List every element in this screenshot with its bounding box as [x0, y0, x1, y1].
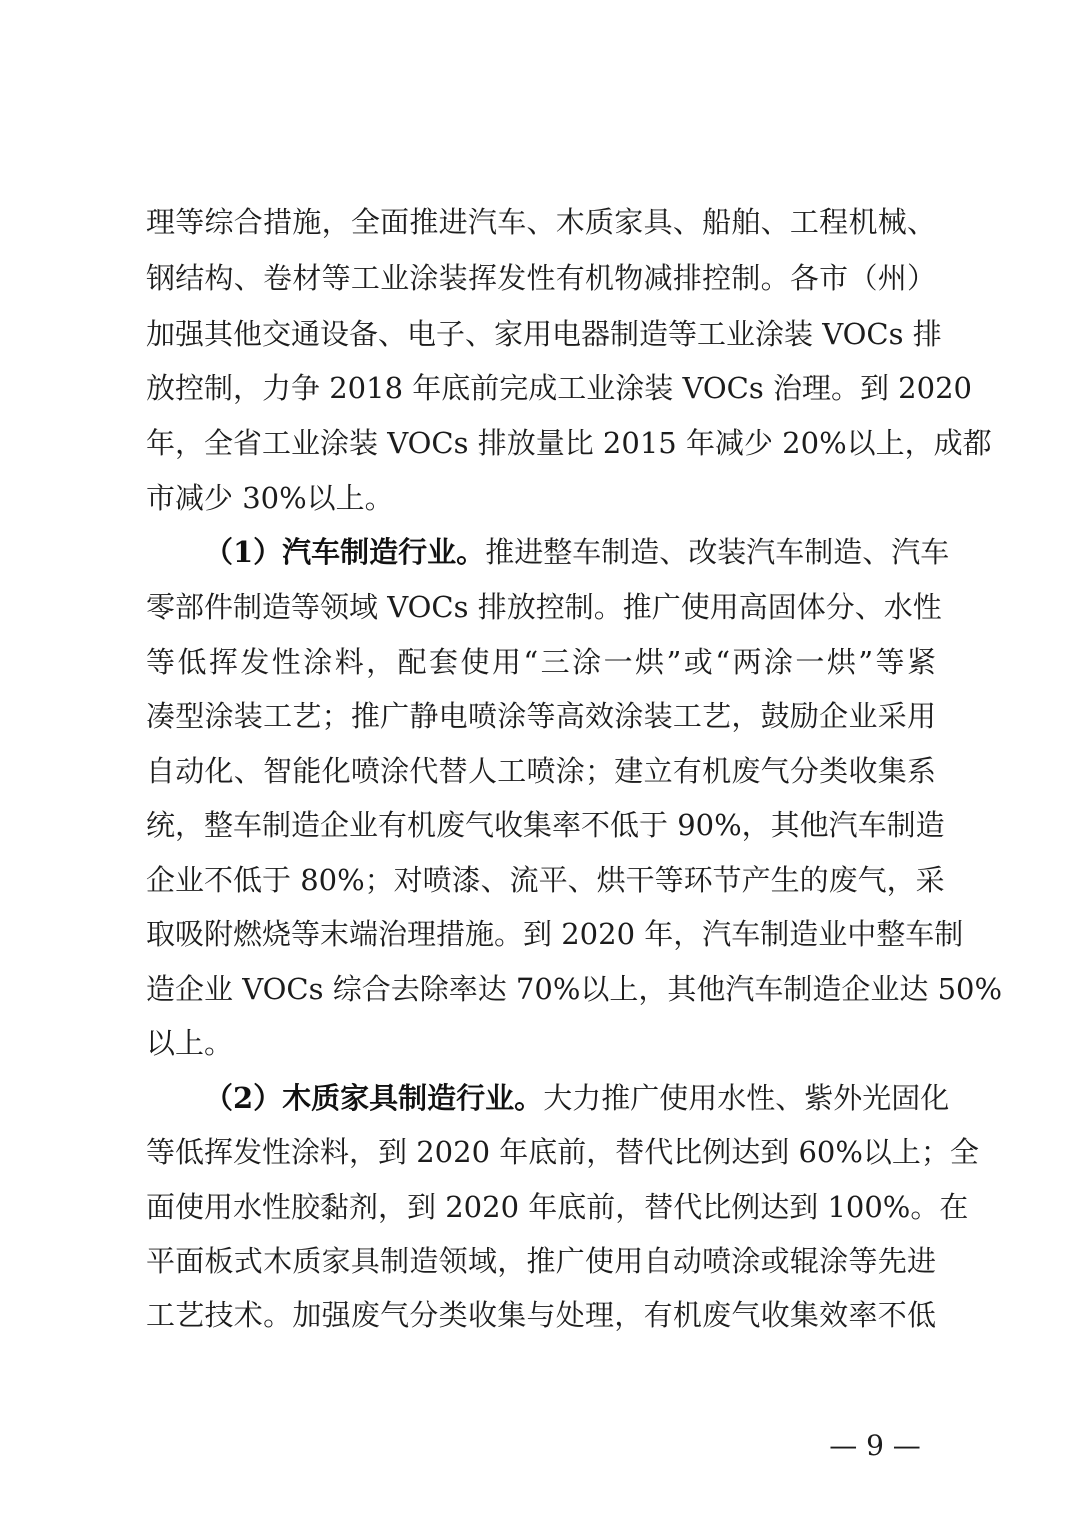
- body-line: 零部件制造等领域 VOCs 排放控制。推广使用高固体分、水性: [146, 590, 942, 624]
- body-line: 以上。: [146, 1026, 234, 1060]
- body-line: 年，全省工业涂装 VOCs 排放量比 2015 年减少 20%以上，成都: [146, 426, 992, 460]
- body-line: 凑型涂装工艺；推广静电喷涂等高效涂装工艺，鼓励企业采用: [146, 699, 936, 733]
- body-line: 取吸附燃烧等末端治理措施。到 2020 年，汽车制造业中整车制: [146, 917, 964, 951]
- section-1-first-line: [204, 530, 950, 574]
- body-line: 钢结构、卷材等工业涂装挥发性有机物减排控制。各市（州）: [146, 261, 936, 295]
- body-line: 平面板式木质家具制造领域，推广使用自动喷涂或辊涂等先进: [146, 1244, 936, 1278]
- section-2-first-line: [204, 1076, 950, 1120]
- section-1-text: 推进整车制造、改装汽车制造、汽车: [485, 535, 950, 569]
- body-line: 自动化、智能化喷涂代替人工喷涂；建立有机废气分类收集系: [146, 754, 936, 788]
- body-line: 加强其他交通设备、电子、家用电器制造等工业涂装 VOCs 排: [146, 317, 942, 351]
- body-line: 造企业 VOCs 综合去除率达 70%以上，其他汽车制造企业达 50%: [146, 972, 1003, 1006]
- body-line: 市减少 30%以上。: [146, 481, 394, 515]
- body-line: 放控制，力争 2018 年底前完成工业涂装 VOCs 治理。到 2020: [146, 371, 972, 405]
- body-line: 面使用水性胶黏剂，到 2020 年底前，替代比例达到 100%。在: [146, 1190, 969, 1224]
- page-number: — 9 —: [829, 1429, 921, 1462]
- body-line: 理等综合措施，全面推进汽车、木质家具、船舶、工程机械、: [146, 205, 936, 239]
- section-1-heading: （1）汽车制造行业。: [204, 535, 486, 569]
- section-2-heading: （2）木质家具制造行业。: [204, 1081, 544, 1115]
- section-2-text: 大力推广使用水性、紫外光固化: [543, 1081, 950, 1115]
- body-line: 企业不低于 80%；对喷漆、流平、烘干等环节产生的废气，采: [146, 863, 945, 897]
- body-line: 统，整车制造企业有机废气收集率不低于 90%，其他汽车制造: [146, 808, 945, 842]
- body-line: 工艺技术。加强废气分类收集与处理，有机废气收集效率不低: [146, 1298, 936, 1332]
- body-line: 等低挥发性涂料，到 2020 年底前，替代比例达到 60%以上；全: [146, 1135, 979, 1169]
- body-line: 等低挥发性涂料，配套使用“三涂一烘”或“两涂一烘”等紧: [146, 645, 936, 679]
